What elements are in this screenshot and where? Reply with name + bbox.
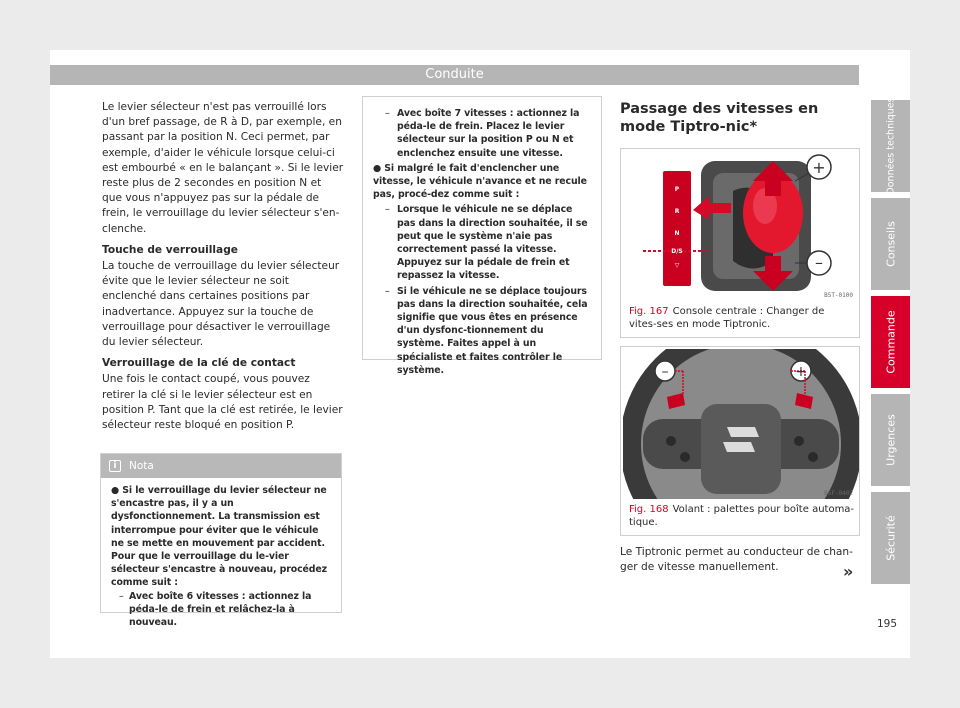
gear-n: N: [674, 230, 680, 237]
nota-body: [101, 478, 341, 629]
tab-commande[interactable]: [871, 296, 910, 388]
tab-label: Données techniques: [885, 97, 896, 195]
plus-symbol: +: [812, 158, 826, 177]
nota-bullet-text: Si le verrouillage du levier sélecteur ne s'encastre pas, il y a un dysfonctionnement. La transmission est interrompue pour éviter que le véhicule ne se mette en mouvement par accident. Pour que le verrouillage du le-vier sélecteur s'encastre à nouveau, procédez comme suit :: [111, 485, 328, 589]
heading-cle-contact: Verrouillage de la clé de contact: [102, 357, 296, 370]
figure-caption: [629, 305, 855, 331]
bullet-icon: ●: [373, 162, 382, 174]
nota-label: Nota: [129, 460, 154, 472]
page-number: 195: [877, 618, 898, 630]
paragraph-2: La touche de verrouillage du levier sélecteur évite que le levier sélecteur ne soit enclenché dans certaines positions par inadvertance. Appuyez sur la touche de verrouillage pour désactiver le verrouillage du levier sélecteur.: [102, 260, 340, 349]
tab-conseils[interactable]: [871, 198, 910, 290]
figure-167: [620, 148, 860, 338]
info-icon: i: [109, 460, 121, 472]
figure-168: [620, 346, 860, 536]
tab-urgences[interactable]: [871, 394, 910, 486]
tab-label: Commande: [884, 310, 897, 374]
nota-box: [100, 453, 342, 629]
figure-caption-text: Console centrale : Changer de vites-ses en mode Tiptronic.: [629, 306, 825, 330]
dash-direction-1: – Lorsque le véhicule ne se déplace pas dans la direction souhaitée, il se peut que le système n'aie pas correctement passé la vitesse. Appuyez sur la pédale de frein et repassez la vitesse.: [373, 203, 593, 282]
figure-caption: [629, 503, 855, 529]
figure-number: Fig. 167: [629, 306, 669, 317]
paragraph-1: Le levier sélecteur n'est pas verrouillé lors d'un bref passage, de R à D, par exemple, en passant par la position N. Ceci permet, par exemple, d'aider le véhicule lorsque celui-ci est embourbé « en le balançant ». Si le levier reste plus de 2 secondes en position N et que vous n'appuyez pas sur la pédale de frein, le verrouillage du levier sélecteur s'en-clenche.: [102, 101, 344, 235]
continue-icon: »: [843, 562, 854, 581]
tab-securite[interactable]: [871, 492, 910, 584]
minus-symbol: –: [661, 364, 669, 380]
bullet-2: [373, 162, 593, 202]
figure-number: Fig. 168: [629, 504, 669, 515]
figure-caption-text: Volant : palettes pour boîte automa-tique.: [629, 504, 855, 528]
tiptronic-paragraph: Le Tiptronic permet au conducteur de chan-ger de vitesse manuellement.: [620, 546, 853, 574]
console-image: [623, 151, 859, 301]
minus-symbol: –: [815, 253, 823, 272]
plus-symbol: +: [795, 364, 807, 380]
figure-code: B5T-0100: [824, 292, 853, 299]
column-3: [620, 100, 860, 136]
tab-label: Conseils: [884, 221, 897, 267]
heading-verrouillage: Touche de verrouillage: [102, 243, 238, 256]
nota-bullet: [111, 484, 333, 590]
figure-code: B5F-0402: [824, 490, 853, 497]
nota-dash-1: – Avec boîte 6 vitesses : actionnez la péda-le de frein et relâchez-la à nouveau.: [111, 590, 333, 630]
dash-7-vitesses: – Avec boîte 7 vitesses : actionnez la péda-le de frein. Placez le levier sélecteur sur la position P ou N et enclenchez ensuite une vitesse.: [373, 107, 593, 160]
tab-label: Sécurité: [884, 515, 897, 561]
tab-label: Urgences: [884, 414, 897, 466]
gear-r: R: [674, 208, 680, 215]
nota-header: [101, 454, 341, 478]
section-title: Passage des vitesses en mode Tiptro-nic*: [620, 101, 819, 135]
gear-ds: D/S: [671, 248, 683, 255]
steering-wheel-image: [623, 349, 859, 499]
chapter-header: Conduite: [50, 65, 859, 85]
nota-continuation-box: [362, 96, 602, 376]
gear-tri: ▽: [674, 262, 680, 269]
bullet-2-text: Si malgré le fait d'enclencher une vitesse, le véhicule n'avance et ne recule pas, procé-dez comme suit :: [373, 162, 587, 201]
bullet-icon: ●: [111, 485, 120, 496]
gear-p: P: [674, 186, 680, 193]
dash-direction-2: – Si le véhicule ne se déplace toujours pas dans la direction souhaitée, cela signifie que vous êtes en présence d'un dysfonc-tionnement du système. Faites appel à un spécialiste et faites contrôler le système.: [373, 285, 593, 377]
paragraph-3: Une fois le contact coupé, vous pouvez retirer la clé si le levier sélecteur est en position P. Tant que la clé est retirée, le levier sélecteur reste bloqué en position P.: [102, 373, 343, 432]
tab-donnees-techniques[interactable]: [871, 97, 910, 195]
column-1: [102, 100, 344, 439]
